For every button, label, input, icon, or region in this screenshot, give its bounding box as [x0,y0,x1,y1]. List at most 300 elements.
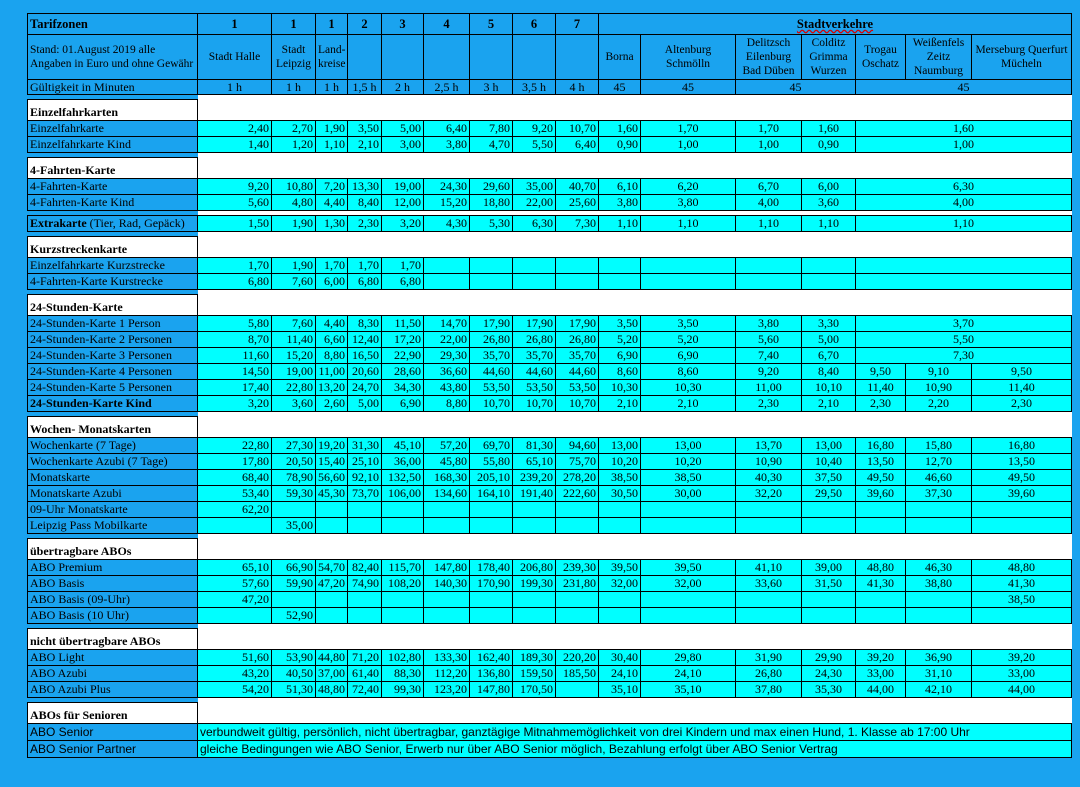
row-label: Leipzig Pass Mobilkarte [28,518,198,534]
row-label: ABO Senior [28,724,198,741]
price-cell: 147,80 [424,560,470,576]
table-row [28,486,1072,502]
price-cell: 30,40 [599,650,641,666]
row-label: 24-Stunden-Karte 3 Personen [28,348,198,364]
price-cell: 12,40 [348,332,382,348]
price-cell: 16,50 [348,348,382,364]
price-cell: 9,20 [736,364,802,380]
price-cell [599,258,641,274]
price-cell: 7,40 [736,348,802,364]
price-cell: 29,60 [470,179,513,195]
price-cell: 13,50 [856,454,906,470]
price-cell: 7,30 [556,216,599,232]
price-cell: 46,30 [906,560,972,576]
price-cell: 48,80 [316,682,348,698]
header-zone: 1 [198,14,272,35]
price-cell: 65,10 [513,454,556,470]
price-cell [513,274,556,290]
price-cell: 189,30 [513,650,556,666]
price-cell: 8,60 [641,364,736,380]
section-blank [198,237,1072,258]
price-cell: 37,80 [736,682,802,698]
price-cell: 191,40 [513,486,556,502]
header-zone: 4 [424,14,470,35]
price-cell: 92,10 [348,470,382,486]
price-cell [599,502,641,518]
table-row [28,137,1072,153]
table-row [28,274,1072,290]
price-cell: 11,40 [272,332,316,348]
price-cell: 2,30 [736,396,802,412]
price-cell: 8,40 [348,195,382,211]
price-cell [513,502,556,518]
row-label: Monatskarte Azubi [28,486,198,502]
price-cell: 41,30 [972,576,1072,592]
table-row [28,348,1072,364]
price-cell: 49,50 [856,470,906,486]
price-cell: 11,00 [736,380,802,396]
price-cell: 24,10 [641,666,736,682]
price-cell: 1,00 [641,137,736,153]
table-row [28,650,1072,666]
header-area [348,35,382,80]
price-cell: 44,00 [856,682,906,698]
price-cell: 24,70 [348,380,382,396]
price-cell: 11,40 [856,380,906,396]
price-cell: 1,00 [736,137,802,153]
price-cell [856,608,906,624]
price-cell: 2,20 [906,396,972,412]
price-cell: 1,20 [272,137,316,153]
header-validity: 2 h [382,80,424,95]
price-cell: 38,80 [906,576,972,592]
price-cell [316,592,348,608]
price-cell: 10,80 [272,179,316,195]
price-cell: 1,30 [316,216,348,232]
price-cell: 18,80 [470,195,513,211]
row-label: Einzelfahrkarte Kind [28,137,198,153]
price-cell [556,274,599,290]
row-label: Einzelfahrkarte Kurzstrecke [28,258,198,274]
price-cell: 7,30 [856,348,1072,364]
table-row [28,682,1072,698]
price-cell [348,518,382,534]
price-cell: 10,70 [513,396,556,412]
price-cell: 1,60 [599,121,641,137]
price-cell: 59,30 [272,486,316,502]
price-cell [906,592,972,608]
price-cell: 5,00 [348,396,382,412]
price-cell: 3,20 [382,216,424,232]
price-cell: 31,90 [736,650,802,666]
price-cell: 53,90 [272,650,316,666]
price-cell: 4,70 [470,137,513,153]
price-cell: 1,10 [599,216,641,232]
price-cell: 0,90 [599,137,641,153]
price-cell [424,518,470,534]
row-label: ABO Premium [28,560,198,576]
price-cell: 3,20 [198,396,272,412]
price-cell: 4,40 [316,316,348,332]
price-cell: 3,60 [802,195,856,211]
header-zone: 1 [272,14,316,35]
price-cell: 1,60 [802,121,856,137]
price-cell: 57,60 [198,576,272,592]
price-cell: 2,10 [348,137,382,153]
price-cell: 3,60 [272,396,316,412]
header-zone: 7 [556,14,599,35]
price-cell: 231,80 [556,576,599,592]
price-cell: 13,00 [802,438,856,454]
price-cell: 75,70 [556,454,599,470]
table-row [28,592,1072,608]
row-label: 24-Stunden-Karte 4 Personen [28,364,198,380]
section-title: 4-Fahrten-Karte [28,158,198,179]
price-cell [802,592,856,608]
price-cell: 24,30 [802,666,856,682]
price-cell: 82,40 [348,560,382,576]
price-cell: 10,90 [736,454,802,470]
price-cell: 37,50 [802,470,856,486]
price-cell: 15,20 [424,195,470,211]
price-cell: 8,60 [599,364,641,380]
price-cell: 22,90 [382,348,424,364]
price-cell: 6,40 [424,121,470,137]
table-row [28,316,1072,332]
price-cell: 33,00 [856,666,906,682]
price-cell: 31,50 [802,576,856,592]
header-area: Stadt Halle [198,35,272,80]
price-cell: 49,50 [972,470,1072,486]
price-cell: 8,80 [424,396,470,412]
header-zones-label: Tarifzonen [28,14,198,35]
table-row [28,179,1072,195]
price-cell: 1,10 [641,216,736,232]
header-validity: 45 [599,80,641,95]
price-cell: 12,00 [382,195,424,211]
header-area: Merseburg Querfurt Mücheln [972,35,1072,80]
price-cell: 47,20 [316,576,348,592]
section-header-row [28,539,1072,560]
header-stand: Stand: 01.August 2019 alle Angaben in Euro und ohne Gewähr [28,35,198,80]
price-cell [470,258,513,274]
price-cell [470,592,513,608]
price-cell: 10,70 [556,121,599,137]
header-validity: 3 h [470,80,513,95]
price-cell: 2,30 [856,396,906,412]
price-cell: 24,10 [599,666,641,682]
price-cell: 3,30 [802,316,856,332]
price-cell [736,592,802,608]
price-cell: 81,30 [513,438,556,454]
price-cell: 62,20 [198,502,272,518]
row-label: 24-Stunden-Karte 5 Personen [28,380,198,396]
table-row [28,470,1072,486]
header-validity: 45 [856,80,1072,95]
price-cell: 206,80 [513,560,556,576]
table-row [28,195,1072,211]
header-area: Delitzsch Eilenburg Bad Düben [736,35,802,80]
price-cell [348,592,382,608]
price-cell: 39,60 [972,486,1072,502]
header-zone: 6 [513,14,556,35]
price-cell: 22,00 [513,195,556,211]
price-cell: 6,30 [513,216,556,232]
price-cell: 7,60 [272,274,316,290]
price-cell [470,274,513,290]
price-cell: 22,80 [198,438,272,454]
price-cell: 10,70 [556,396,599,412]
table-row [28,576,1072,592]
price-cell: 41,30 [856,576,906,592]
price-cell: 10,30 [641,380,736,396]
price-cell: 6,60 [316,332,348,348]
row-label: Einzelfahrkarte [28,121,198,137]
price-cell: 68,40 [198,470,272,486]
header-zone: 1 [316,14,348,35]
header-validity: 4 h [556,80,599,95]
price-cell [382,518,424,534]
price-cell: 4,40 [316,195,348,211]
price-cell: 5,50 [856,332,1072,348]
price-cell: 17,90 [556,316,599,332]
price-cell [470,518,513,534]
price-cell [198,518,272,534]
header-zone: 2 [348,14,382,35]
price-cell: 10,70 [470,396,513,412]
price-cell: 26,80 [736,666,802,682]
price-cell: 37,30 [906,486,972,502]
price-cell: 4,00 [856,195,1072,211]
price-cell: 35,70 [513,348,556,364]
price-cell [972,502,1072,518]
price-cell: 35,10 [641,682,736,698]
price-cell: 57,20 [424,438,470,454]
price-cell: 2,60 [316,396,348,412]
price-cell: 9,20 [198,179,272,195]
tariff-table [27,13,1072,758]
price-cell: 30,50 [599,486,641,502]
header-validity: 45 [736,80,856,95]
price-cell: 35,70 [470,348,513,364]
price-cell: 33,00 [972,666,1072,682]
price-cell: 35,00 [513,179,556,195]
header-area: Stadt Leipzig [272,35,316,80]
header-validity: 3,5 h [513,80,556,95]
price-cell [641,258,736,274]
price-cell: 1,90 [272,258,316,274]
price-cell: 38,50 [641,470,736,486]
price-cell: 6,20 [641,179,736,195]
price-cell: 123,20 [424,682,470,698]
price-cell: 7,20 [316,179,348,195]
price-cell: 44,80 [316,650,348,666]
price-cell [382,608,424,624]
price-cell: 10,30 [599,380,641,396]
price-cell: 44,60 [513,364,556,380]
price-cell: 1,10 [736,216,802,232]
price-cell: 45,10 [382,438,424,454]
price-cell [513,608,556,624]
price-cell: 3,80 [641,195,736,211]
price-cell: 35,00 [272,518,316,534]
price-cell: 34,30 [382,380,424,396]
row-label: 4-Fahrten-Karte Kurstrecke [28,274,198,290]
section-header-row [28,237,1072,258]
price-cell: 46,60 [906,470,972,486]
price-cell: 36,00 [382,454,424,470]
price-cell: 1,90 [316,121,348,137]
price-cell: 29,90 [802,650,856,666]
price-cell: 2,40 [198,121,272,137]
price-cell [802,608,856,624]
price-cell [641,502,736,518]
price-cell: 61,40 [348,666,382,682]
price-cell: 6,00 [316,274,348,290]
price-cell: 1,70 [641,121,736,137]
price-cell: 132,50 [382,470,424,486]
price-cell: 25,10 [348,454,382,470]
price-cell [736,274,802,290]
table-row [28,741,1072,758]
section-header-row [28,158,1072,179]
price-cell: 9,50 [856,364,906,380]
price-cell: 170,50 [513,682,556,698]
price-cell [470,608,513,624]
row-description: gleiche Bedingungen wie ABO Senior, Erwerb nur über ABO Senior möglich, Bezahlung erfolgt über ABO Senior Vertrag [198,741,1072,758]
row-label: ABO Basis (10 Uhr) [28,608,198,624]
price-cell: 10,20 [599,454,641,470]
price-cell [856,592,906,608]
table-row [28,666,1072,682]
price-cell: 65,10 [198,560,272,576]
price-cell: 3,70 [856,316,1072,332]
header-row-areas [28,35,1072,80]
price-cell [641,592,736,608]
price-cell: 35,30 [802,682,856,698]
price-cell: 19,20 [316,438,348,454]
price-cell: 7,60 [272,316,316,332]
price-cell: 44,60 [470,364,513,380]
price-cell: 239,30 [556,560,599,576]
price-cell [348,502,382,518]
row-label: 4-Fahrten-Karte [28,179,198,195]
price-cell: 40,50 [272,666,316,682]
price-cell: 15,40 [316,454,348,470]
price-cell: 52,90 [272,608,316,624]
price-cell: 45,80 [424,454,470,470]
price-cell: 33,60 [736,576,802,592]
price-cell: 164,10 [470,486,513,502]
row-label [28,216,198,232]
price-cell: 134,60 [424,486,470,502]
price-cell: 10,20 [641,454,736,470]
price-cell: 51,60 [198,650,272,666]
price-cell: 8,80 [316,348,348,364]
price-cell: 13,70 [736,438,802,454]
price-cell: 38,50 [599,470,641,486]
section-header-row [28,629,1072,650]
price-cell: 1,70 [348,258,382,274]
price-cell: 73,70 [348,486,382,502]
price-cell: 6,10 [599,179,641,195]
section-header-row [28,100,1072,121]
price-cell: 29,50 [802,486,856,502]
price-cell: 185,50 [556,666,599,682]
row-description: verbundweit gültig, persönlich, nicht übertragbar, ganztägige Mitnahmemöglichkeit von drei Kindern und max einen Hund, 1. Klasse ab 17:00 Uhr [198,724,1072,741]
price-cell: 35,10 [599,682,641,698]
price-cell: 22,80 [272,380,316,396]
price-cell [556,518,599,534]
price-cell [556,592,599,608]
price-cell [556,608,599,624]
price-cell: 3,50 [599,316,641,332]
price-cell: 168,30 [424,470,470,486]
price-cell: 31,30 [348,438,382,454]
price-cell: 2,30 [972,396,1072,412]
row-label: 4-Fahrten-Karte Kind [28,195,198,211]
price-cell: 41,10 [736,560,802,576]
price-cell: 40,70 [556,179,599,195]
price-cell: 47,20 [198,592,272,608]
price-cell: 40,30 [736,470,802,486]
price-cell: 5,20 [641,332,736,348]
price-cell: 10,40 [802,454,856,470]
section-title: Kurzstreckenkarte [28,237,198,258]
table-row [28,332,1072,348]
price-cell: 72,40 [348,682,382,698]
price-cell [736,258,802,274]
price-cell [599,608,641,624]
price-cell: 1,00 [856,137,1072,153]
table-row [28,518,1072,534]
price-cell [906,608,972,624]
table-row [28,454,1072,470]
price-cell: 20,50 [272,454,316,470]
price-cell: 39,20 [856,650,906,666]
row-label: Monatskarte [28,470,198,486]
price-cell: 13,00 [599,438,641,454]
price-cell: 3,50 [348,121,382,137]
header-area: Borna [599,35,641,80]
price-cell: 42,10 [906,682,972,698]
price-cell: 48,80 [972,560,1072,576]
price-cell [424,274,470,290]
section-title: Einzelfahrkarten [28,100,198,121]
price-cell: 94,60 [556,438,599,454]
price-cell [641,518,736,534]
price-cell [856,502,906,518]
price-cell: 53,50 [556,380,599,396]
price-cell: 4,30 [424,216,470,232]
price-cell: 37,00 [316,666,348,682]
price-cell: 162,40 [470,650,513,666]
row-label: ABO Light [28,650,198,666]
price-cell: 15,80 [906,438,972,454]
price-cell: 5,00 [382,121,424,137]
price-cell [802,274,856,290]
price-cell [736,608,802,624]
price-cell [382,502,424,518]
price-cell [316,502,348,518]
price-cell [906,518,972,534]
price-cell [272,502,316,518]
price-cell: 140,30 [424,576,470,592]
price-cell: 20,60 [348,364,382,380]
price-cell: 14,70 [424,316,470,332]
header-validity: 45 [641,80,736,95]
price-cell: 32,20 [736,486,802,502]
